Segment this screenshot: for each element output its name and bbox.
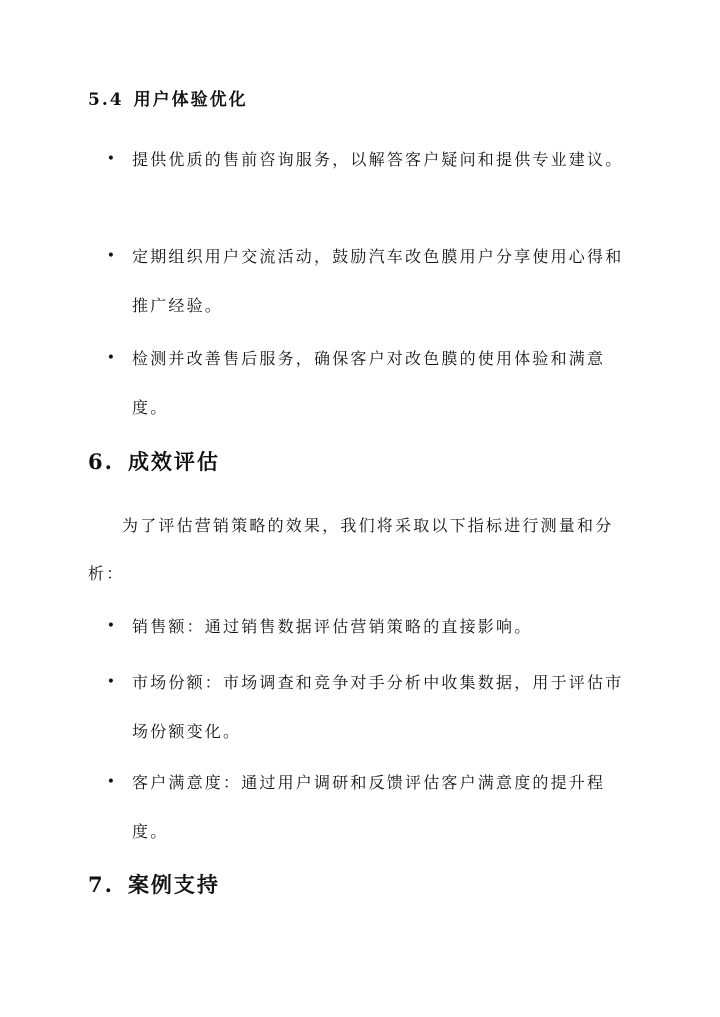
section-heading-6 bbox=[88, 446, 220, 478]
section-number: 6. bbox=[88, 449, 114, 474]
section-title: 成效评估 bbox=[127, 449, 220, 474]
list-item-text: 销售额：通过销售数据评估营销策略的直接影响。 bbox=[132, 617, 533, 636]
list-item-text: 定期组织用户交流活动，鼓励汽车改色膜用户分享使用心得和推广经验。 bbox=[132, 247, 624, 315]
section-heading-5-4 bbox=[88, 86, 248, 114]
bullet-icon: • bbox=[106, 350, 118, 366]
bullet-icon: • bbox=[106, 151, 118, 167]
section-number: 7. bbox=[88, 872, 114, 897]
section-heading-7 bbox=[88, 869, 220, 901]
list-item-text: 检测并改善售后服务，确保客户对改色膜的使用体验和满意度。 bbox=[132, 349, 606, 417]
list-item bbox=[106, 135, 626, 184]
list-item bbox=[106, 658, 626, 756]
section-title: 用户体验优化 bbox=[133, 90, 248, 110]
list-item-text: 客户满意度：通过用户调研和反馈评估客户满意度的提升程度。 bbox=[132, 773, 606, 841]
list-item bbox=[106, 232, 626, 330]
bullet-icon: • bbox=[106, 774, 118, 790]
section-number: 5.4 bbox=[88, 90, 124, 110]
list-item bbox=[106, 334, 626, 432]
section-title: 案例支持 bbox=[127, 872, 220, 897]
list-item bbox=[106, 602, 626, 651]
bullet-icon: • bbox=[106, 674, 118, 690]
bullet-icon: • bbox=[106, 618, 118, 634]
section-intro-paragraph: 为了评估营销策略的效果，我们将采取以下指标进行测量和分析： bbox=[88, 516, 614, 583]
list-item bbox=[106, 758, 626, 856]
list-item-text: 提供优质的售前咨询服务，以解答客户疑问和提供专业建议。 bbox=[132, 150, 624, 169]
list-item-text: 市场份额：市场调查和竞争对手分析中收集数据，用于评估市场份额变化。 bbox=[132, 673, 624, 741]
bullet-icon: • bbox=[106, 248, 118, 264]
